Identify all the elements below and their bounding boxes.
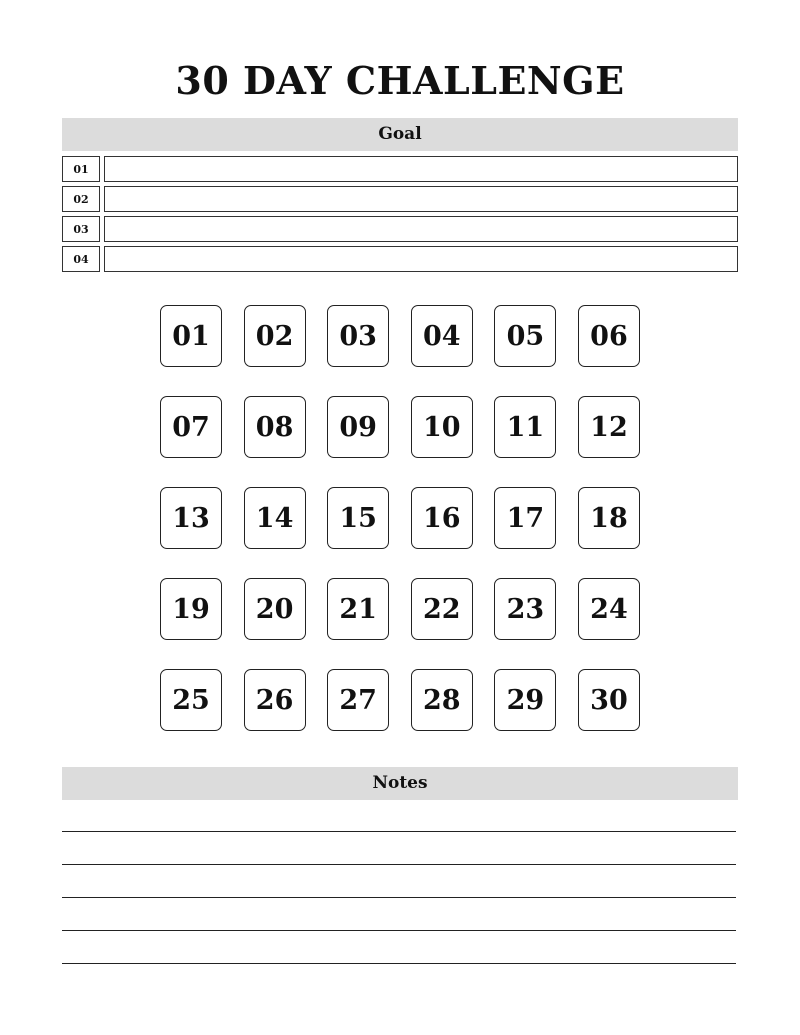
day-checkbox[interactable]: 25 bbox=[160, 669, 222, 731]
day-checkbox[interactable]: 21 bbox=[327, 578, 389, 640]
goal-input-field[interactable] bbox=[104, 186, 738, 212]
note-line[interactable] bbox=[62, 930, 736, 962]
goal-row bbox=[62, 156, 738, 182]
page-title: 30 DAY CHALLENGE bbox=[175, 58, 625, 103]
day-checkbox[interactable]: 23 bbox=[494, 578, 556, 640]
day-checkbox[interactable]: 03 bbox=[327, 305, 389, 367]
goal-row bbox=[62, 216, 738, 242]
day-checkbox[interactable]: 01 bbox=[160, 305, 222, 367]
day-checkbox[interactable]: 09 bbox=[327, 396, 389, 458]
goal-row-number: 03 bbox=[62, 216, 100, 242]
day-checkbox[interactable]: 26 bbox=[244, 669, 306, 731]
day-checkbox[interactable]: 12 bbox=[578, 396, 640, 458]
day-checkbox[interactable]: 13 bbox=[160, 487, 222, 549]
day-checkbox[interactable]: 10 bbox=[411, 396, 473, 458]
day-checkbox[interactable]: 07 bbox=[160, 396, 222, 458]
note-line[interactable] bbox=[62, 864, 736, 896]
day-checkbox[interactable]: 24 bbox=[578, 578, 640, 640]
note-line[interactable] bbox=[62, 897, 736, 929]
day-checkbox[interactable]: 15 bbox=[327, 487, 389, 549]
goal-list bbox=[62, 156, 738, 276]
day-checkbox[interactable]: 16 bbox=[411, 487, 473, 549]
day-checkbox[interactable]: 11 bbox=[494, 396, 556, 458]
day-checkbox[interactable]: 14 bbox=[244, 487, 306, 549]
goal-row bbox=[62, 186, 738, 212]
day-checkbox[interactable]: 04 bbox=[411, 305, 473, 367]
goal-input-field[interactable] bbox=[104, 246, 738, 272]
notes-area bbox=[62, 831, 736, 996]
note-line[interactable] bbox=[62, 963, 736, 995]
day-checkbox[interactable]: 05 bbox=[494, 305, 556, 367]
day-checkbox[interactable]: 27 bbox=[327, 669, 389, 731]
day-checkbox[interactable]: 06 bbox=[578, 305, 640, 367]
day-checkbox[interactable]: 30 bbox=[578, 669, 640, 731]
goal-header: Goal bbox=[62, 118, 738, 151]
day-checkbox[interactable]: 29 bbox=[494, 669, 556, 731]
goal-input-field[interactable] bbox=[104, 216, 738, 242]
day-checkbox[interactable]: 02 bbox=[244, 305, 306, 367]
day-checkbox[interactable]: 28 bbox=[411, 669, 473, 731]
day-checkbox[interactable]: 19 bbox=[160, 578, 222, 640]
day-checkbox[interactable]: 08 bbox=[244, 396, 306, 458]
note-line[interactable] bbox=[62, 831, 736, 863]
day-checkbox[interactable]: 18 bbox=[578, 487, 640, 549]
goal-input-field[interactable] bbox=[104, 156, 738, 182]
goal-row-number: 02 bbox=[62, 186, 100, 212]
day-checkbox[interactable]: 20 bbox=[244, 578, 306, 640]
notes-header: Notes bbox=[62, 767, 738, 800]
goal-row bbox=[62, 246, 738, 272]
goal-row-number: 04 bbox=[62, 246, 100, 272]
goal-row-number: 01 bbox=[62, 156, 100, 182]
day-checkbox[interactable]: 17 bbox=[494, 487, 556, 549]
day-checkbox[interactable]: 22 bbox=[411, 578, 473, 640]
day-tracker-grid bbox=[160, 305, 640, 731]
